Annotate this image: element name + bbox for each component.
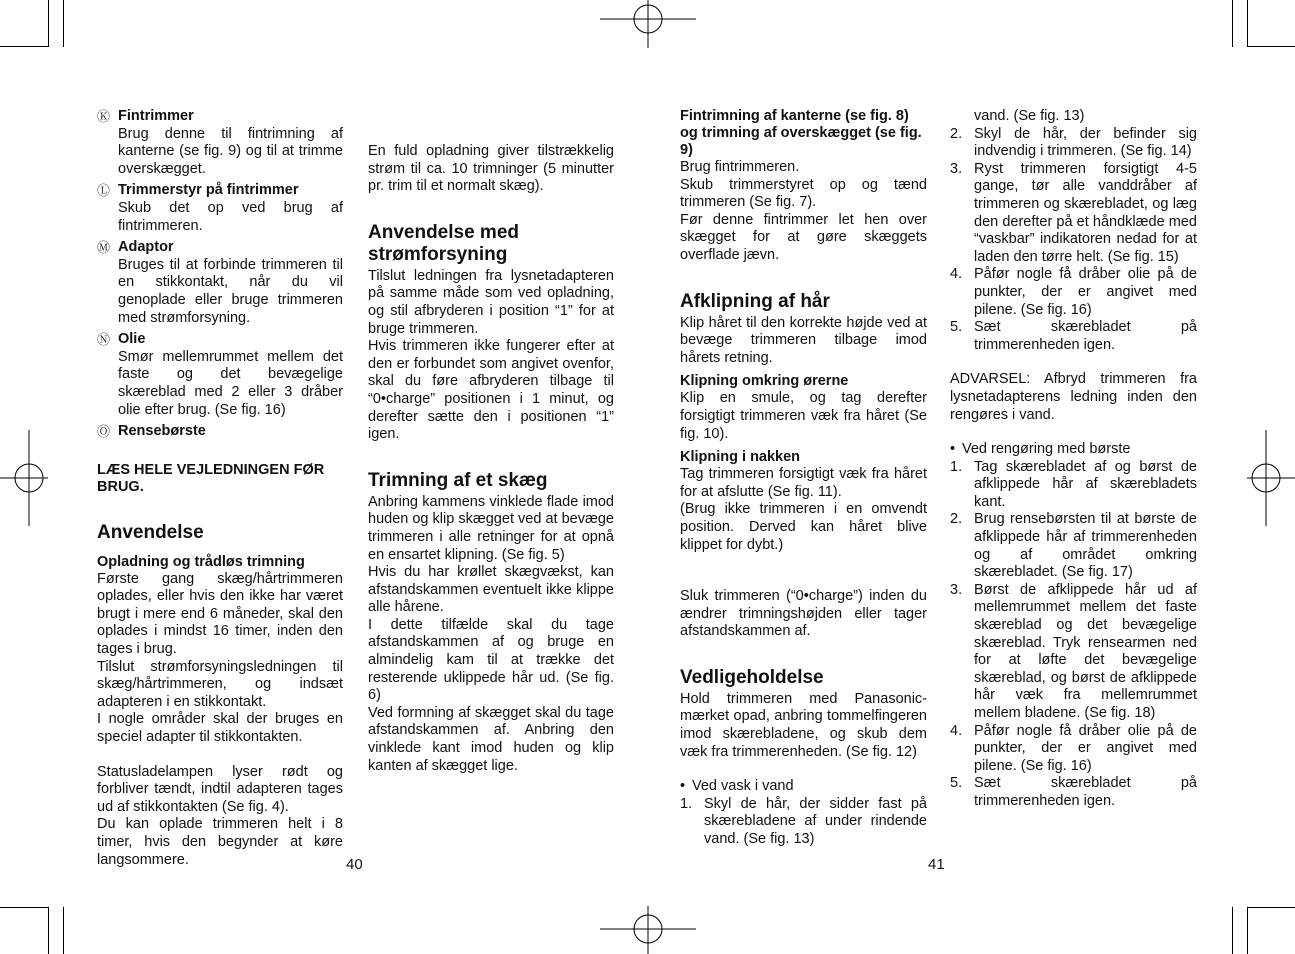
section-heading-vedligeholdelse: Vedligeholdelse — [680, 666, 824, 688]
part-letter-m: Ⓜ — [97, 240, 111, 256]
numbered-step: 3. Børst de afklippede hår ud af mellemrummet mellem det faste skæreblad og det bevægelige skæreblad. Tryk rensearmen ned for at løfte det bevægelige skæreblad, og børst de afklippede hår væk fra mellemrummet mellem bladene. (Se fig. 18) — [950, 581, 1197, 721]
paragraph: (Brug ikke trimmeren i en omvendt position. Derved kan håret blive klippet for dybt.) — [680, 501, 927, 553]
section-heading-afklipning: Afklipning af hår — [680, 290, 830, 312]
paragraph: I dette tilfælde skal du tage afstandskammen af og bruge en almindelig kam til at trække det resterende uklippede hår ud. (Se fig. 6) — [368, 616, 614, 704]
paragraph: Klip en smule, og tag derefter forsigtigt trimmeren væk fra håret (Se fig. 10). — [680, 390, 927, 442]
part-title: Rensebørste — [118, 423, 206, 440]
numbered-step: 2. Skyl de hår, der befinder sig indvendig i trimmeren. (Se fig. 14) — [950, 125, 1197, 160]
subheading-nakken: Klipning i nakken — [680, 449, 801, 466]
paragraph: Du kan oplade trimmeren helt i 8 timer, hvis den begynder at køre langsommere. — [97, 816, 343, 868]
part-description: Smør mellemrummet mellem det faste og det bevægelige skæreblad med 2 eller 3 dråber olie efter brug. (Se fig. 16) — [118, 348, 343, 418]
read-instructions-warning: LÆS HELE VEJLEDNINGEN FØR BRUG. — [97, 461, 325, 495]
numbered-step: 5. Sæt skærebladet på trimmerenheden igen. — [950, 319, 1197, 353]
page-number-left: 40 — [346, 856, 363, 873]
bullet-item: • Ved rengøring med børste — [950, 441, 1131, 458]
part-title: Olie — [118, 331, 146, 348]
part-letter-o: Ⓞ — [97, 424, 111, 440]
part-title: Adaptor — [118, 239, 174, 256]
paragraph: Ved formning af skægget skal du tage afstandskammen af. Anbring den vinklede kant imod huden og klip kanten af skægget lige. — [368, 704, 614, 774]
paragraph: Brug fintrimmeren. — [680, 159, 800, 175]
numbered-step: 5. Sæt skærebladet på trimmerenheden igen. — [950, 775, 1197, 809]
paragraph: Tilslut strømforsyningsledningen til skæg/hårtrimmeren, og indsæt adapteren i en stikkontakt. — [97, 658, 343, 710]
registration-target-left — [0, 430, 48, 526]
paragraph: Statusladelampen lyser rødt og forbliver tændt, indtil adapteren tages ud af stikkontakten (Se fig. 4). — [97, 763, 343, 815]
registration-target-top — [600, 0, 696, 48]
section-heading-trimning: Trimning af et skæg — [368, 469, 548, 491]
paragraph: Tilslut ledningen fra lysnetadapteren på samme måde som ved opladning, og stil afbryderen i position “1” for at bruge trimmeren. — [368, 267, 614, 337]
paragraph: En fuld opladning giver tilstrækkelig strøm til ca. 10 trimninger (5 minutter pr. trim til et normalt skæg). — [368, 143, 614, 195]
registration-target-bottom — [600, 906, 696, 954]
numbered-step-continued: vand. (Se fig. 13) — [974, 108, 1085, 124]
part-letter-l: Ⓛ — [97, 183, 111, 199]
part-l — [97, 182, 343, 235]
part-description: Brug denne til fintrimning af kanterne (se fig. 9) og til at trimme overskægget. — [118, 125, 343, 177]
paragraph: Tag trimmeren forsigtigt væk fra håret for at afslutte (Se fig. 11). — [680, 466, 927, 500]
paragraph: Første gang skæg/hårtrimmeren oplades, eller hvis den ikke har været brugt i mere end 6 måneder, skal den oplades i mindst 16 timer, inden den tages i brug. — [97, 570, 343, 658]
paragraph: Hvis trimmeren ikke fungerer efter at den er forbundet som angivet ovenfor, skal du føre afbryderen tilbage til “0•charge” positionen i 1 minut, og derefter sætte den i positionen “1” igen. — [368, 338, 614, 443]
numbered-step: 3. Ryst trimmeren forsigtigt 4-5 gange, tør alle vanddråber af trimmeren og skærebladet, og læg den derefter på et håndklæde med “vaskbar” indikatoren nedad for at laden den tørre helt. (Se fig. 15) — [950, 160, 1197, 265]
right-page-column-2 — [950, 108, 1197, 811]
part-letter-k: Ⓚ — [97, 109, 111, 124]
right-page-column-1 — [680, 108, 927, 848]
paragraph: Sluk trimmeren (“0•charge”) inden du ændrer trimningshøjden eller tager afstandskammen af. — [680, 588, 927, 640]
part-letter-n: Ⓝ — [97, 332, 111, 348]
part-title: Fintrimmer — [118, 108, 194, 124]
section-heading-anvendelse: Anvendelse — [97, 521, 204, 543]
paragraph: Skub trimmerstyret op og tænd trimmeren (Se fig. 7). — [680, 176, 927, 211]
section-heading-stromforsyning: Anvendelse med strømforsyning — [368, 221, 519, 265]
numbered-step: 1. Tag skærebladet af og børst de afklippede hår af skærebladets kant. — [950, 458, 1197, 510]
numbered-step: 2. Brug rensebørsten til at børste de afklippede hår af trimmerenheden og af området omkring skærebladet. (Se fig. 17) — [950, 511, 1197, 581]
numbered-step: 1. Skyl de hår, der sidder fast på skærebladene af under rindende vand. (Se fig. 13) — [680, 795, 927, 848]
part-description: Skub det op ved brug af fintrimmeren. — [118, 199, 343, 234]
paragraph: Klip håret til den korrekte højde ved at bevæge trimmeren tilbage imod hårets retning. — [680, 314, 927, 366]
subheading-orerne: Klipning omkring ørerne — [680, 373, 849, 390]
registration-target-right — [1247, 430, 1295, 526]
left-page-column-2 — [368, 108, 614, 775]
paragraph: I nogle områder skal der bruges en speciel adapter til stikkontakten. — [97, 711, 343, 746]
left-page-column-1 — [97, 108, 343, 869]
numbered-step: 4. Påfør nogle få dråber olie på de punkter, der er angivet med pilene. (Se fig. 16) — [950, 722, 1197, 774]
part-title: Trimmerstyr på fintrimmer — [118, 182, 299, 199]
page-number-right: 41 — [928, 856, 945, 873]
subheading-opladning: Opladning og trådløs trimning — [97, 553, 305, 570]
numbered-step: 4. Påfør nogle få dråber olie på de punkter, der er angivet med pilene. (Se fig. 16) — [950, 266, 1197, 318]
part-n — [97, 331, 343, 419]
part-o — [97, 423, 343, 441]
paragraph: Før denne fintrimmer let hen over skægget for at gøre skæggets overflade jævn. — [680, 211, 927, 263]
bullet-item: • Ved vask i vand — [680, 778, 794, 795]
paragraph: Hvis du har krøllet skægvækst, kan afstandskammen eventuelt ikke klippe alle hårene. — [368, 564, 614, 616]
paragraph: Anbring kammens vinklede flade imod huden og klip skægget ved at bevæge trimmeren i alle retninger for at opnå en ensartet klipning. (Se fig. 5) — [368, 493, 614, 563]
part-description: Bruges til at forbinde trimmeren til en stikkontakt, når du vil genoplade eller bruge trimmeren med strømforsyning. — [118, 256, 343, 326]
subheading-fintrimning: Fintrimning af kanterne (se fig. 8) og trimning af overskægget (se fig. 9) — [680, 108, 922, 158]
part-k — [97, 108, 343, 178]
warning-paragraph: ADVARSEL: Afbryd trimmeren fra lysnetadapterens ledning inden den rengøres i vand. — [950, 371, 1197, 423]
paragraph: Hold trimmeren med Panasonic-mærket opad, anbring tommelfingeren imod skærebladene, og skub dem væk fra trimmerenheden. (Se fig. 12) — [680, 690, 927, 760]
part-m — [97, 239, 343, 327]
